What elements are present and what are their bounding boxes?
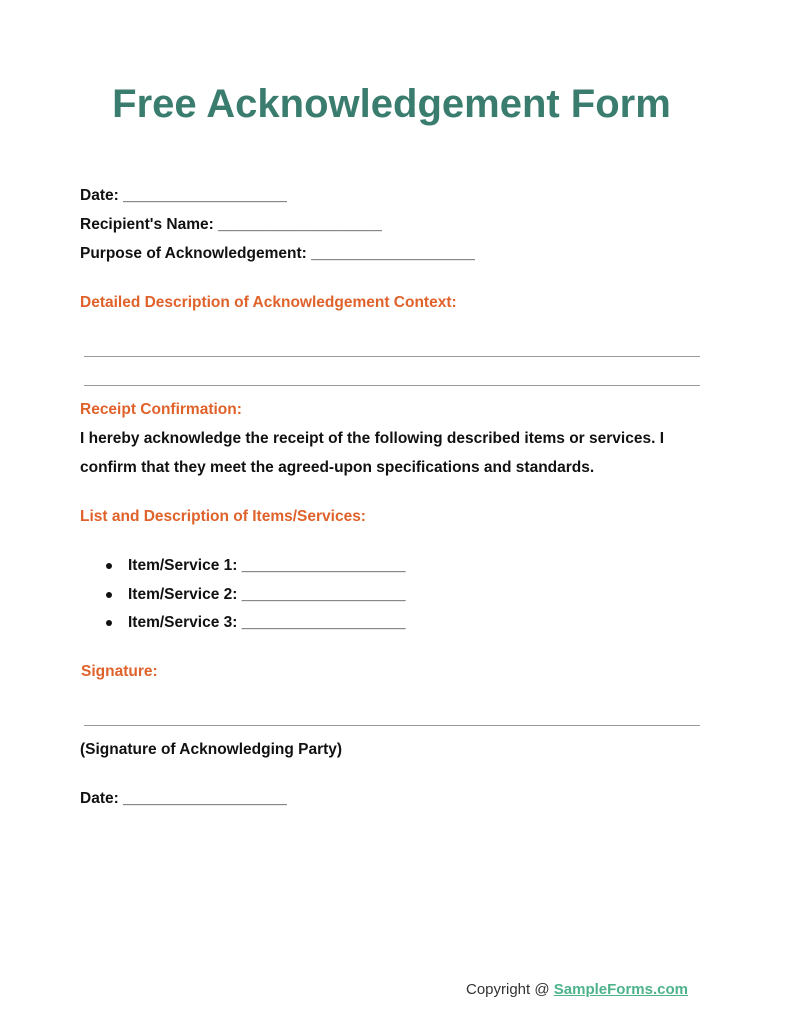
context-line-2[interactable] (84, 385, 700, 386)
receipt-line-1: I hereby acknowledge the receipt of the following described items or services. I (80, 430, 665, 447)
items-heading: List and Description of Items/Services: (80, 508, 366, 525)
bullet-icon (106, 620, 112, 626)
footer-copyright (466, 980, 688, 1000)
brand-link[interactable]: SampleForms.com (553, 981, 688, 998)
signature-caption: (Signature of Acknowledging Party) (80, 741, 343, 758)
item-label: Item/Service 1: ___________________ (128, 557, 406, 574)
receipt-paragraph (80, 424, 710, 482)
item-label: Item/Service 3: ___________________ (128, 614, 406, 631)
date-field[interactable]: Date: ___________________ (80, 187, 287, 204)
page-title: Free Acknowledgement Form (112, 82, 671, 126)
recipient-name-field[interactable]: Recipient's Name: ___________________ (80, 216, 382, 233)
context-heading: Detailed Description of Acknowledgement Context: (80, 294, 457, 311)
bullet-icon (106, 563, 112, 569)
purpose-field[interactable]: Purpose of Acknowledgement: ___________________ (80, 245, 475, 262)
signature-date-field[interactable]: Date: ___________________ (80, 790, 287, 807)
bullet-icon (106, 592, 112, 598)
copyright-text: Copyright @ (466, 981, 554, 998)
signature-line[interactable] (84, 725, 700, 726)
receipt-line-2: confirm that they meet the agreed-upon specifications and standards. (80, 459, 595, 476)
context-line-1[interactable] (84, 356, 700, 357)
item-label: Item/Service 2: ___________________ (128, 585, 406, 603)
receipt-heading: Receipt Confirmation: (80, 401, 242, 418)
signature-heading: Signature: (81, 663, 158, 680)
